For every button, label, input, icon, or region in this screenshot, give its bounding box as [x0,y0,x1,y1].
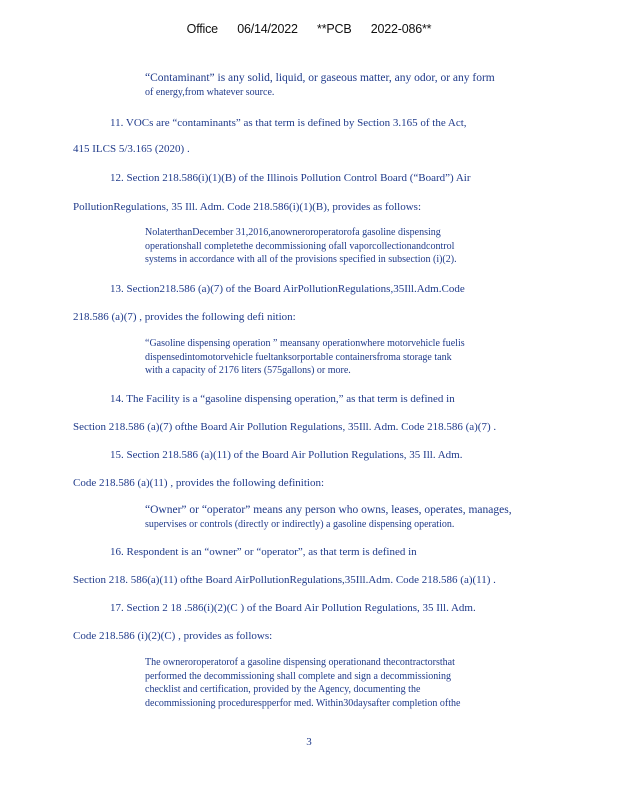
header-marker: **PCB [317,22,352,36]
paragraph-11-line-1: 11. VOCs are “contaminants” as that term is defined by Section 3.165 of the Act, [110,117,467,129]
paragraph-13-line-1: 13. Section218.586 (a)(7) of the Board AirPollutionRegulations,35Ill.Adm.Code [110,283,465,295]
quote-gasoline-dispensing-definition [145,337,535,378]
paragraph-11-line-2: 415 ILCS 5/3.165 (2020) . [73,143,190,155]
paragraph-12-line-1: 12. Section 218.586(i)(1)(B) of the Illinois Pollution Control Board (“Board”) Air [110,172,471,184]
paragraph-15-line-1: 15. Section 218.586 (a)(11) of the Board Air Pollution Regulations, 35 Ill. Adm. [110,449,463,461]
quote-owner-operator-definition [145,504,535,531]
header-office: Office [186,22,218,36]
quote-line: decommissioning procedurespperfor med. Within30daysafter completion ofthe [145,697,461,709]
paragraph-14-line-1: 14. The Facility is a “gasoline dispensing operation,” as that term is defined in [110,393,455,405]
quote-contaminant [145,72,535,99]
paragraph-17-line-2: Code 218.586 (i)(2)(C) , provides as follows: [73,630,273,642]
page-header [0,22,618,36]
paragraph-12-line-2: PollutionRegulations, 35 Ill. Adm. Code 218.586(i)(1)(B), provides as follows: [73,201,422,213]
quote-line: “Owner” or “operator” means any person who owns, leases, operates, manages, [145,504,512,516]
quote-line: supervises or controls (directly or indirectly) a gasoline dispensing operation. [145,518,455,530]
paragraph-17-line-1: 17. Section 2 18 .586(i)(2)(C ) of the Board Air Pollution Regulations, 35 Ill. Adm. [110,602,476,614]
paragraph-13-line-2: 218.586 (a)(7) , provides the following defi nition: [73,311,296,323]
paragraph-16-line-1: 16. Respondent is an “owner” or “operator”, as that term is defined in [110,546,417,558]
quote-line: with a capacity of 2176 liters (575gallons) or more. [145,365,351,377]
quote-line: The owneroroperatorof a gasoline dispensing operationand thecontractorsthat [145,657,455,668]
header-docket: 2022-086** [370,22,432,36]
quote-line: operationshall completethe decommissioning ofall vaporcollectionandcontrol [145,240,455,252]
quote-decommissioning-checklist [145,656,535,710]
quote-line: NolaterthanDecember 31,2016,anowneroroperatorofa gasoline dispensing [145,227,441,238]
quote-line: checklist and certification, provided by the Agency, documenting the [145,684,421,696]
page-number: 3 [306,736,312,748]
paragraph-15-line-2: Code 218.586 (a)(11) , provides the following definition: [73,477,325,489]
quote-line: “Contaminant” is any solid, liquid, or gaseous matter, any odor, or any form [145,72,495,84]
quote-line: dispensedintomotorvehicle fueltanksorportable containersfroma storage tank [145,351,452,363]
quote-line: “Gasoline dispensing operation ” meansany operationwhere motorvehicle fuelis [145,338,465,349]
header-date: 06/14/2022 [237,22,298,36]
paragraph-16-line-2: Section 218. 586(a)(11) ofthe Board AirPollutionRegulations,35Ill.Adm. Code 218.586 (a)(11) . [73,574,496,586]
quote-line: systems in accordance with all of the provisions specified in subsection (i)(2). [145,254,457,266]
quote-decommissioning-deadline [145,226,535,267]
paragraph-14-line-2: Section 218.586 (a)(7) ofthe Board Air Pollution Regulations, 35Ill. Adm. Code 218.586 (a)(7) . [73,421,497,433]
quote-line: performed the decommissioning shall complete and sign a decommissioning [145,670,452,682]
quote-line: of energy,from whatever source. [145,86,275,98]
